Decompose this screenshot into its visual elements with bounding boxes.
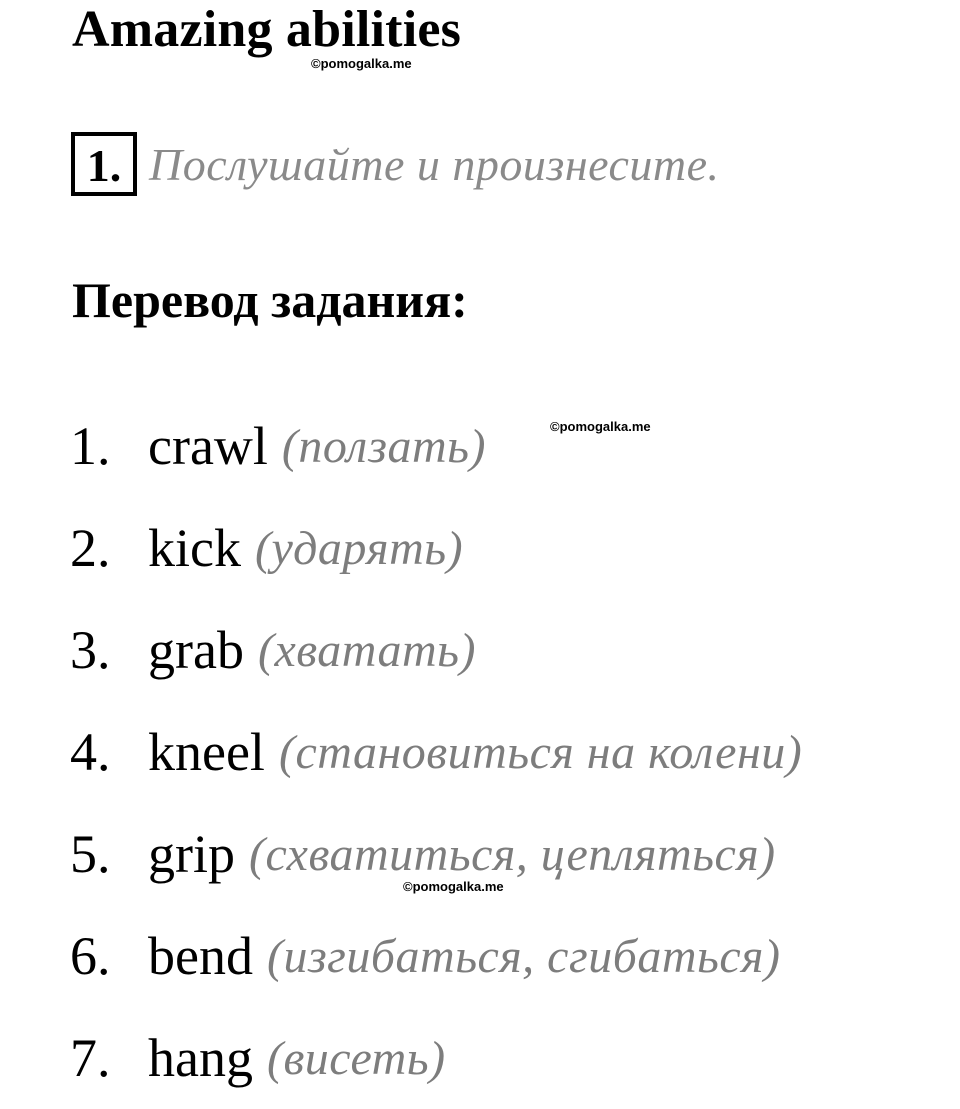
russian-translation: (хватать)	[257, 623, 476, 677]
watermark: ©pomogalka.me	[403, 879, 504, 894]
page-title: Amazing abilities	[72, 1, 462, 58]
list-item	[70, 1007, 950, 1109]
watermark: ©pomogalka.me	[311, 56, 412, 71]
list-item	[70, 395, 950, 497]
english-word: crawl	[148, 416, 268, 476]
list-item	[70, 701, 950, 803]
task-number-box: 1.	[71, 132, 137, 196]
list-item	[70, 599, 950, 701]
item-number: 5.	[70, 824, 111, 884]
item-number: 2.	[70, 518, 111, 578]
list-item	[70, 803, 950, 905]
english-word: grip	[148, 824, 235, 884]
english-word: kick	[148, 518, 241, 578]
russian-translation: (ударять)	[254, 521, 464, 575]
word-list	[70, 395, 950, 1109]
russian-translation: (ползать)	[281, 419, 486, 473]
russian-translation: (висеть)	[266, 1031, 446, 1085]
russian-translation: (схватиться, цепляться)	[249, 827, 776, 881]
list-item	[70, 905, 950, 1007]
english-word: grab	[148, 620, 244, 680]
english-word: kneel	[148, 722, 265, 782]
task-row	[71, 128, 720, 200]
translation-heading: Перевод задания:	[72, 272, 468, 328]
english-word: hang	[148, 1028, 253, 1088]
task-instruction: Послушайте и произнесите.	[149, 138, 720, 190]
english-word: bend	[148, 926, 253, 986]
item-number: 4.	[70, 722, 111, 782]
item-number: 3.	[70, 620, 111, 680]
watermark: ©pomogalka.me	[550, 419, 651, 434]
russian-translation: (становиться на колени)	[278, 725, 803, 779]
list-item	[70, 497, 950, 599]
russian-translation: (изгибаться, сгибаться)	[266, 929, 781, 983]
item-number: 7.	[70, 1028, 111, 1088]
item-number: 6.	[70, 926, 111, 986]
item-number: 1.	[70, 416, 111, 476]
